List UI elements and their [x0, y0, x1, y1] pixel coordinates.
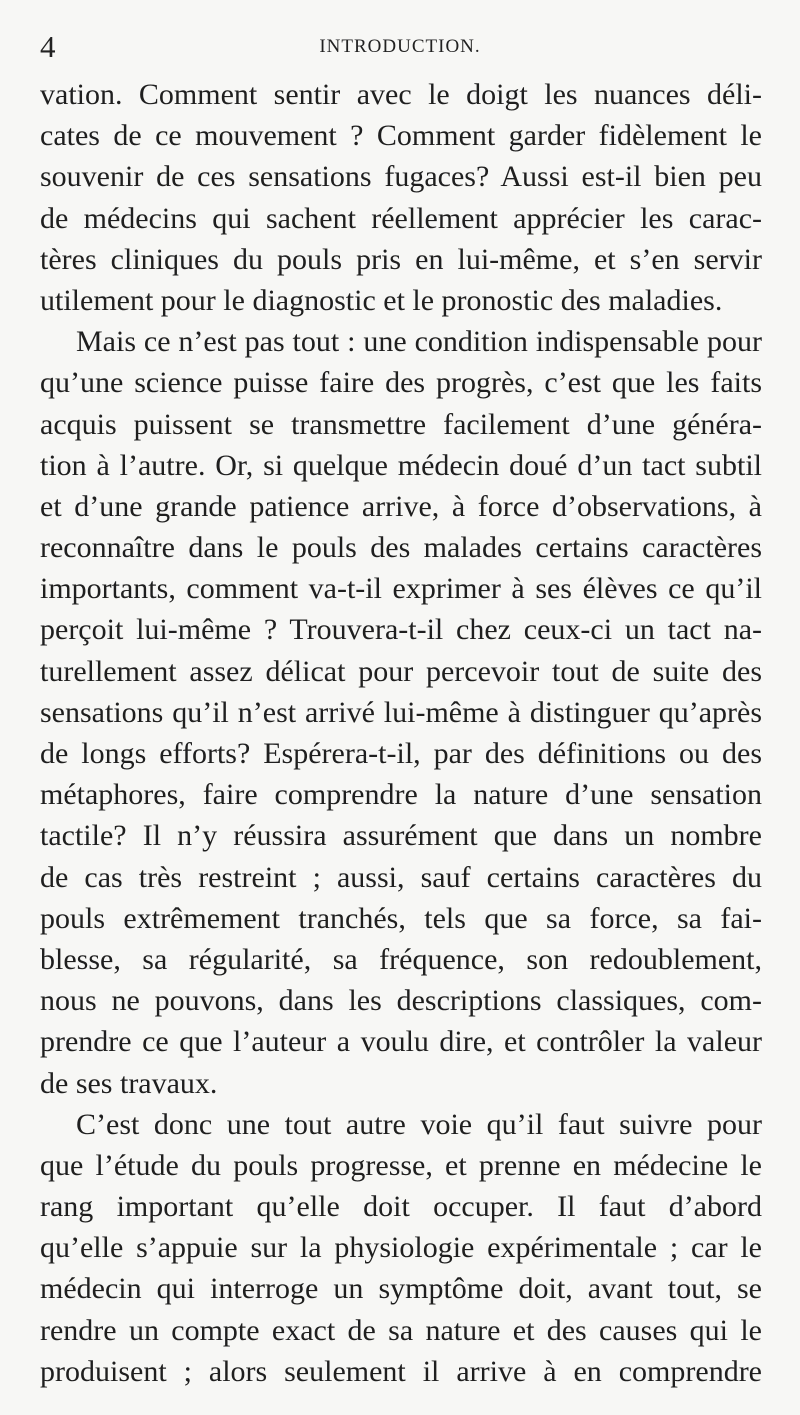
text-line: de médecins qui sachent réellement apprécier les carac-: [40, 201, 762, 235]
text-line: pouls extrêmement tranchés, tels que sa force, sa fai-: [40, 901, 762, 935]
text-line: C’est donc une tout autre voie qu’il faut suivre pour: [76, 1107, 762, 1141]
text-line: rendre un compte exact de sa nature et des causes qui le: [40, 1313, 762, 1347]
running-head: INTRODUCTION.: [319, 36, 481, 57]
text-line: utilement pour le diagnostic et le pronostic des maladies.: [40, 283, 723, 317]
text-line: acquis puissent se transmettre facilement d’une généra-: [40, 407, 762, 441]
text-line: prendre ce que l’auteur a voulu dire, et contrôler la valeur: [40, 1025, 762, 1059]
text-line: de longs efforts? Espérera-t-il, par des définitions ou des: [40, 737, 762, 770]
text-line: blesse, sa régularité, sa fréquence, son redoublement,: [40, 942, 762, 976]
text-line: nous ne pouvons, dans les descriptions classiques, com-: [40, 984, 762, 1018]
text-line: que l’étude du pouls progresse, et prenne en médecine le: [40, 1148, 762, 1182]
text-line: de cas très restreint ; aussi, sauf certains caractères du: [40, 860, 762, 894]
page-header: [40, 30, 760, 64]
text-line: produisent ; alors seulement il arrive à en comprendre: [40, 1354, 762, 1388]
text-line: souvenir de ces sensations fugaces? Aussi est-il bien peu: [40, 160, 762, 194]
text-line: turellement assez délicat pour percevoir tout de suite des: [40, 654, 762, 688]
text-line: perçoit lui-même ? Trouvera-t-il chez ceux-ci un tact na-: [40, 613, 762, 647]
text-line: qu’une science puisse faire des progrès, c’est que les faits: [40, 366, 762, 400]
text-line: tères cliniques du pouls pris en lui-même, et s’en servir: [40, 242, 762, 276]
text-line: Mais ce n’est pas tout : une condition indispensable pour: [76, 325, 762, 359]
text-line: de ses travaux.: [40, 1066, 218, 1100]
text-line: rang important qu’elle doit occuper. Il faut d’abord: [40, 1190, 762, 1224]
text-line: médecin qui interroge un symptôme doit, avant tout, se: [40, 1272, 762, 1306]
text-line: qu’elle s’appuie sur la physiologie expérimentale ; car le: [40, 1231, 762, 1265]
text-line: sensations qu’il n’est arrivé lui-même à distinguer qu’après: [40, 695, 762, 729]
page-number: 4: [40, 29, 56, 64]
text-line: métaphores, faire comprendre la nature d’une sensation: [40, 778, 762, 812]
body-text: [40, 74, 762, 1392]
text-line: et d’une grande patience arrive, à force d’observations, à: [40, 489, 762, 523]
text-line: reconnaître dans le pouls des malades certains caractères: [40, 531, 762, 565]
text-line: cates de ce mouvement ? Comment garder fidèlement le: [40, 119, 762, 153]
text-line: vation. Comment sentir avec le doigt les nuances déli-: [40, 78, 762, 111]
text-line: tion à l’autre. Or, si quelque médecin doué d’un tact subtil: [40, 448, 762, 482]
text-line: importants, comment va-t-il exprimer à ses élèves ce qu’il: [40, 572, 762, 606]
text-line: tactile? Il n’y réussira assurément que dans un nombre: [40, 819, 762, 853]
